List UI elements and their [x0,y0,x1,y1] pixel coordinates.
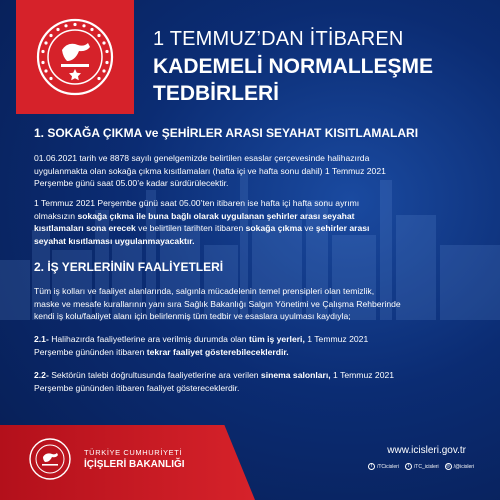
text-line: uygulanmakta olan sokağa çıkma kısıtlamaları (hafta içi ve hafta sonu dahil) 1 Temmuz 2021 [34,165,386,176]
section-1-paragraph-2 [34,197,474,247]
bold-text-run: tekrar faaliyet gösterebileceklerdir. [146,346,289,357]
text-run: Perşembe gününden itibaren [34,346,147,357]
text-line: 1 Temmuz 2021 Perşembe günü saat 05.00’ten itibaren ise hafta içi hafta sonu ayrımı [34,198,360,208]
text-line [34,369,474,382]
section-2-paragraph-1 [34,285,474,323]
section-2-item-2-2 [34,369,474,394]
page-title-line-2: KADEMELİ NORMALLEŞME [153,55,433,78]
text-run: 1 Temmuz 2021 [304,334,369,344]
ministry-seal-icon [35,17,115,97]
text-line: Perşembe gününden itibaren faaliyet göstereceklerdir. [34,382,240,393]
text-line [34,235,474,248]
text-run: Sektörün talebi doğrultusunda faaliyetlerine ara verilen [48,370,261,380]
text-line [34,210,474,223]
text-line [34,333,474,346]
social-link-instagram[interactable] [445,463,474,470]
footer [0,425,500,500]
social-handle: /TC_icisleri [413,463,439,470]
page-title-line-1: 1 TEMMUZ’DAN İTİBAREN [153,28,404,50]
text-run: ve belirtilen tarihten itibaren [135,223,246,233]
ministry-logo-icon [28,437,72,481]
twitter-icon: t [405,463,412,470]
text-line [34,222,474,235]
social-handle: /@icisleri [453,463,474,470]
bold-text-run: sokağa çıkma ile buna bağlı olarak uygulanan şehirler arası seyahat [77,210,355,221]
bold-text-run: sinema salonları, [260,370,331,380]
text-run: ve [302,223,316,233]
item-number: 2.2- [34,370,49,380]
website-link[interactable]: www.icisleri.gov.tr [387,445,466,456]
section-1-paragraph-1 [34,152,474,190]
bold-text-run: sokağa çıkma [245,223,303,233]
footer-ministry-line-2: İÇİŞLERİ BAKANLIĞI [84,459,185,470]
bold-text-run: şehirler arası [315,223,370,233]
facebook-icon: f [368,463,375,470]
text-run: 1 Temmuz 2021 [330,370,395,380]
social-link-twitter[interactable] [405,463,439,470]
text-line: maske ve mesafe kurallarının yanı sıra Sağlık Bakanlığı Salgın Yönetimi ve Çalışma Rehberinde [34,298,401,309]
section-2-heading: 2. İŞ YERLERİNİN FAALİYETLERİ [34,260,224,274]
text-line: Tüm iş kolları ve faaliyet alanlarında, salgınla mücadelenin temel prensipleri olan temizlik, [34,286,375,296]
text-line [34,346,474,359]
social-links [368,463,474,470]
bold-text-run: tüm iş yerleri, [248,334,305,344]
ministry-emblem [16,0,134,114]
text-line: kendi iş kolu/faaliyet alanı için belirlenmiş tüm tedbir ve esaslara uyulması kaydıyla; [34,311,351,321]
bold-text-run: kısıtlamaları sona erecek [34,223,136,233]
social-link-facebook[interactable] [368,463,399,470]
section-2-item-2-1 [34,333,474,358]
text-run: Halihazırda faaliyetlerine ara verilmiş durumda olan [48,334,249,344]
item-number: 2.1- [34,334,49,344]
section-1-heading: 1. SOKAĞA ÇIKMA ve ŞEHİRLER ARASI SEYAHAT KISITLAMALARI [34,126,419,140]
text-run: olmaksızın [34,210,78,221]
text-line: Perşembe günü saat 05.00’e kadar sürdürülecektir. [34,178,229,188]
social-handle: /TCicisleri [376,463,399,470]
text-line: 01.06.2021 tarih ve 8878 sayılı genelgemizde belirtilen esaslar çerçevesinde halihazırda [34,153,370,163]
instagram-icon: ◎ [446,463,451,469]
page-title-line-3: TEDBİRLERİ [153,82,279,105]
footer-ministry-line-1: TÜRKİYE CUMHURİYETİ [84,448,183,457]
bold-text-run: seyahat kısıtlaması uygulanmayacaktır. [34,235,195,246]
